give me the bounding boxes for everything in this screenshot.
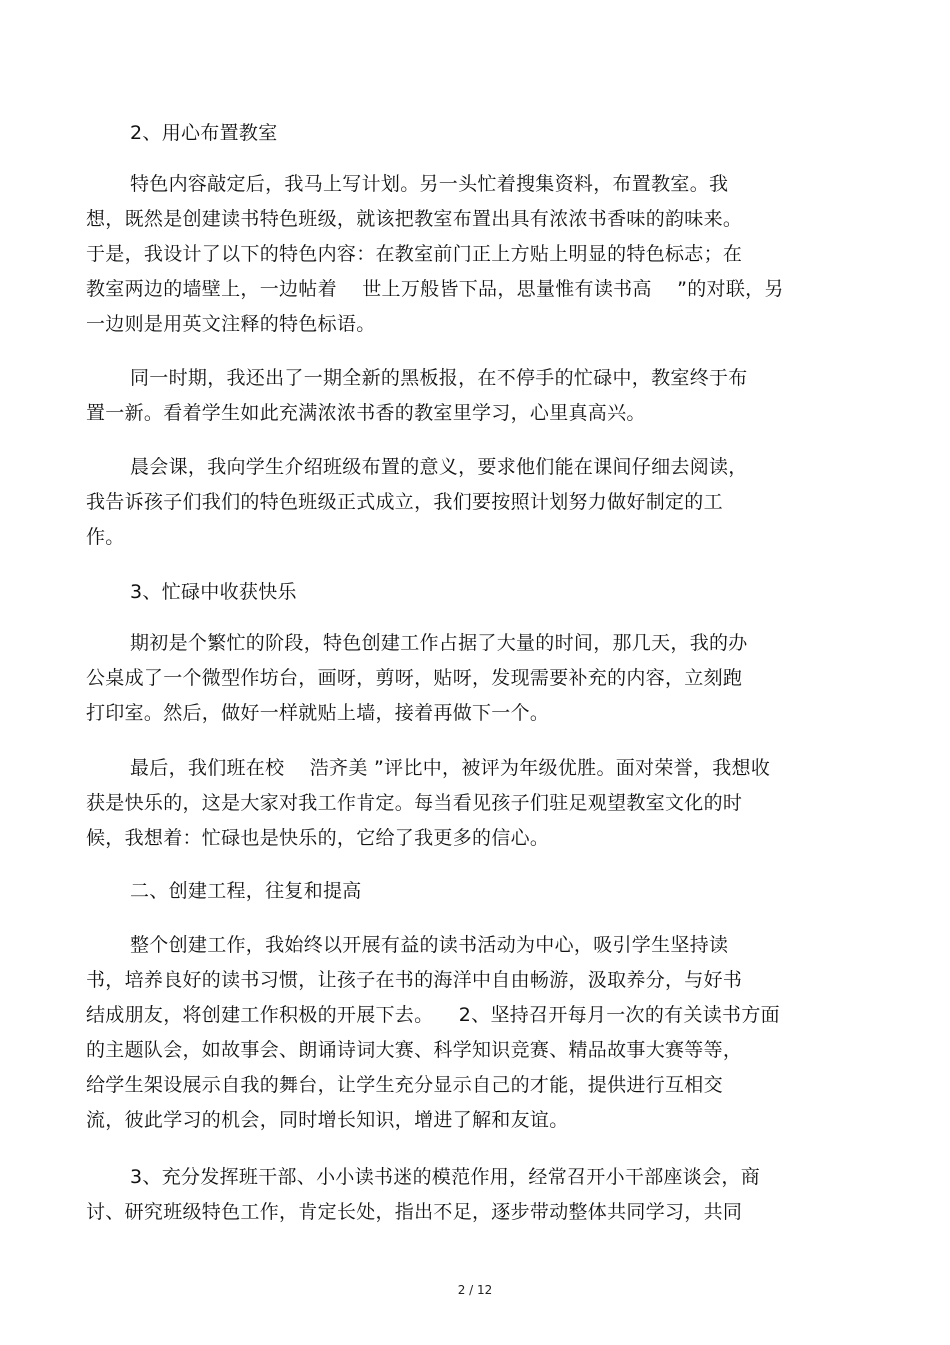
text-line: 教室两边的墙壁上，一边帖着 世上万般皆下品，思量惟有读书高 ”的对联，另 <box>86 278 784 300</box>
paragraph-busy-period <box>86 626 846 731</box>
text-line: 获是快乐的，这是大家对我工作肯定。每当看见孩子们驻足观望教室文化的时 <box>86 792 743 814</box>
paragraph-honor <box>86 751 846 856</box>
text-line: 晨会课，我向学生介绍班级布置的意义，要求他们能在课间仔细去阅读， <box>130 456 748 478</box>
text-line: 作。 <box>86 526 125 548</box>
text-line: 3、忙碌中收获快乐 <box>130 581 297 603</box>
text-line: 二、创建工程，往复和提高 <box>130 880 362 902</box>
text-line: 一边则是用英文注释的特色标语。 <box>86 313 376 335</box>
heading-happiness-in-busyness <box>86 575 846 610</box>
text-line: 我告诉孩子们我们的特色班级正式成立，我们要按照计划努力做好制定的工 <box>86 491 723 513</box>
text-line: 讨、研究班级特色工作，肯定长处，指出不足，逐步带动整体共同学习，共同 <box>86 1201 743 1223</box>
text-line: 流，彼此学习的机会，同时增长知识，增进了解和友谊。 <box>86 1109 569 1131</box>
text-line: 期初是个繁忙的阶段，特色创建工作占据了大量的时间，那几天，我的办 <box>130 632 748 654</box>
heading-creation-project <box>86 874 846 909</box>
paragraph-morning-meeting <box>86 450 846 555</box>
text-line: 3、充分发挥班干部、小小读书迷的模范作用，经常召开小干部座谈会，商 <box>130 1166 760 1188</box>
text-line: 最后，我们班在校 浩齐美 ”评比中，被评为年级优胜。面对荣誉，我想收 <box>130 757 771 779</box>
text-line: 给学生架设展示自我的舞台，让学生充分显示自己的才能，提供进行互相交 <box>86 1074 723 1096</box>
text-line: 置一新。看着学生如此充满浓浓书香的教室里学习，心里真高兴。 <box>86 402 646 424</box>
text-line: 整个创建工作，我始终以开展有益的读书活动为中心，吸引学生坚持读 <box>130 934 729 956</box>
text-line: 打印室。然后，做好一样就贴上墙，接着再做下一个。 <box>86 702 550 724</box>
heading-decorate-classroom <box>86 116 846 151</box>
text-line: 结成朋友，将创建工作积极的开展下去。 2、坚持召开每月一次的有关读书方面 <box>86 1004 780 1026</box>
text-line: 2、用心布置教室 <box>130 122 278 144</box>
paragraph-class-cadres <box>86 1160 846 1230</box>
text-line: 的主题队会，如故事会、朗诵诗词大赛、科学知识竞赛、精品故事大赛等等， <box>86 1039 743 1061</box>
paragraph-blackboard <box>86 361 846 431</box>
page-number: 2 / 12 <box>457 1283 493 1297</box>
text-line: 于是，我设计了以下的特色内容：在教室前门正上方贴上明显的特色标志；在 <box>86 243 743 265</box>
text-line: 特色内容敲定后，我马上写计划。另一头忙着搜集资料，布置教室。我 <box>130 173 729 195</box>
text-line: 同一时期，我还出了一期全新的黑板报，在不停手的忙碌中，教室终于布 <box>130 367 748 389</box>
text-line: 公桌成了一个微型作坊台，画呀，剪呀，贴呀，发现需要补充的内容，立刻跑 <box>86 667 743 689</box>
text-line: 书，培养良好的读书习惯，让孩子在书的海洋中自由畅游，汲取养分，与好书 <box>86 969 743 991</box>
text-line: 候，我想着：忙碌也是快乐的，它给了我更多的信心。 <box>86 827 550 849</box>
text-line: 想，既然是创建读书特色班级，就该把教室布置出具有浓浓书香味的韵味来。 <box>86 208 743 230</box>
paragraph-classroom-plan <box>86 167 846 342</box>
paragraph-reading-activities <box>86 928 846 1138</box>
